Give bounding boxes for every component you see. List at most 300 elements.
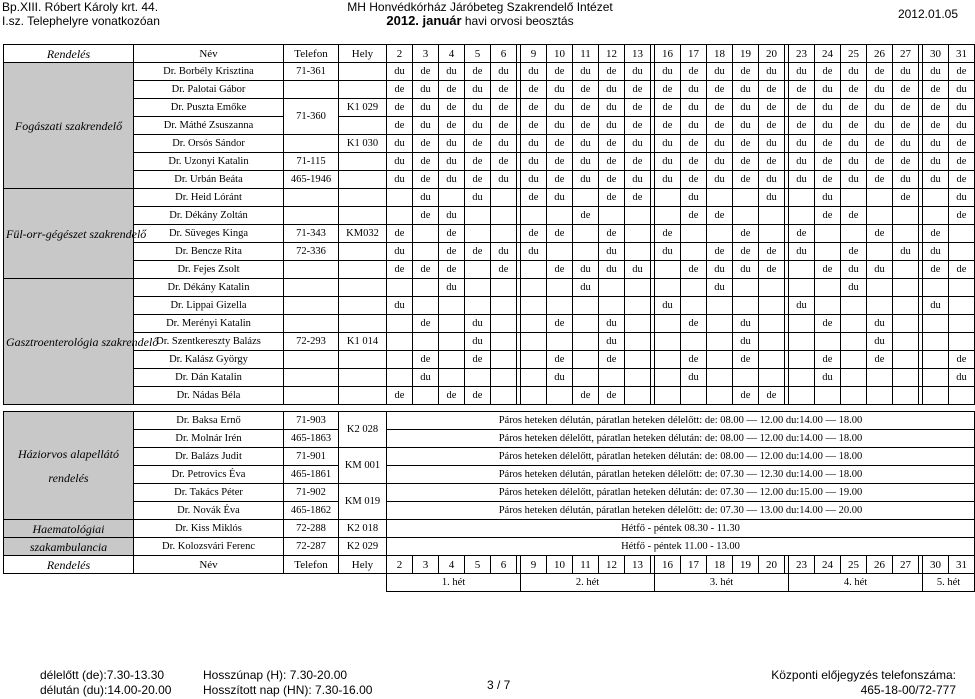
shift-cell: du	[599, 333, 625, 351]
shift-cell	[491, 315, 517, 333]
day-header: 26	[867, 45, 893, 63]
room-cell	[339, 315, 387, 333]
shift-cell	[789, 315, 815, 333]
shift-cell: du	[521, 243, 547, 261]
shift-cell: du	[439, 135, 465, 153]
shift-cell	[573, 189, 599, 207]
shift-cell	[387, 369, 413, 387]
shift-cell	[465, 279, 491, 297]
shift-cell	[413, 225, 439, 243]
doctor-name: Dr. Molnár Irén	[134, 430, 284, 448]
shift-cell: de	[759, 81, 785, 99]
shift-cell	[491, 189, 517, 207]
legend-morning: délelőtt (de):7.30-13.30	[40, 668, 165, 682]
shift-cell	[789, 189, 815, 207]
shift-cell: du	[547, 99, 573, 117]
shift-cell: du	[789, 63, 815, 81]
shift-cell: de	[867, 225, 893, 243]
shift-cell: du	[789, 153, 815, 171]
shift-cell: du	[573, 261, 599, 279]
shift-cell: de	[815, 171, 841, 189]
shift-cell	[733, 297, 759, 315]
shift-cell: du	[521, 153, 547, 171]
shift-cell	[387, 315, 413, 333]
shift-cell	[413, 243, 439, 261]
room-cell: K2 029	[339, 538, 387, 556]
shift-cell: de	[413, 351, 439, 369]
day-header: 20	[759, 45, 785, 63]
shift-cell: de	[413, 63, 439, 81]
day-header: 17	[681, 45, 707, 63]
day-header: 11	[573, 556, 599, 574]
shift-cell: de	[815, 207, 841, 225]
shift-cell	[789, 279, 815, 297]
shift-cell	[521, 279, 547, 297]
day-header: 18	[707, 45, 733, 63]
shift-cell: de	[707, 243, 733, 261]
shift-cell: de	[625, 117, 651, 135]
shift-cell	[867, 297, 893, 315]
central-booking-label: Központi előjegyzés telefonszáma:	[771, 668, 956, 682]
schedule-month: 2012. január	[386, 13, 462, 28]
day-header: 27	[893, 45, 919, 63]
gp-row	[4, 448, 975, 466]
shift-cell	[707, 369, 733, 387]
shift-cell	[491, 351, 517, 369]
shift-cell	[655, 207, 681, 225]
schedule-title-rest: havi orvosi beosztás	[461, 14, 574, 28]
phone-cell: 72-287	[284, 538, 339, 556]
shift-cell	[867, 189, 893, 207]
day-header: 26	[867, 556, 893, 574]
shift-cell	[923, 369, 949, 387]
room-cell	[339, 387, 387, 405]
day-header: 24	[815, 556, 841, 574]
shift-cell: de	[867, 171, 893, 189]
room-cell: K1 029	[339, 99, 387, 117]
shift-cell: du	[573, 153, 599, 171]
shift-cell	[573, 243, 599, 261]
shift-cell	[547, 297, 573, 315]
schedule-row	[4, 63, 975, 81]
doctor-name: Dr. Nádas Béla	[134, 387, 284, 405]
shift-cell: du	[387, 153, 413, 171]
room-cell: KM 019	[339, 484, 387, 520]
shift-cell: de	[733, 225, 759, 243]
day-header: 17	[681, 556, 707, 574]
shift-cell	[547, 207, 573, 225]
shift-cell: du	[387, 63, 413, 81]
shift-cell: du	[707, 279, 733, 297]
shift-cell: du	[789, 297, 815, 315]
day-header: 12	[599, 556, 625, 574]
shift-cell	[759, 333, 785, 351]
shift-cell: du	[655, 153, 681, 171]
shift-cell	[491, 297, 517, 315]
shift-cell	[439, 369, 465, 387]
day-header: 9	[521, 556, 547, 574]
shift-cell: de	[655, 117, 681, 135]
shift-cell: du	[491, 171, 517, 189]
shift-cell	[573, 351, 599, 369]
shift-cell	[547, 279, 573, 297]
hours-note: Páros heteken délelőtt, páratlan heteken délután: de: 08.00 — 12.00 du:14.00 — 18.00	[387, 448, 975, 466]
shift-cell: de	[547, 315, 573, 333]
shift-cell	[547, 243, 573, 261]
shift-cell: du	[815, 117, 841, 135]
shift-cell: de	[413, 135, 439, 153]
phone-cell: 72-293	[284, 333, 339, 351]
shift-cell: de	[655, 81, 681, 99]
schedule-row	[4, 81, 975, 99]
shift-cell: du	[893, 63, 919, 81]
shift-cell: de	[733, 387, 759, 405]
address-line: Bp.XIII. Róbert Károly krt. 44.	[2, 0, 159, 14]
shift-cell	[439, 297, 465, 315]
shift-cell: du	[439, 63, 465, 81]
shift-cell: du	[491, 135, 517, 153]
room-cell	[339, 171, 387, 189]
shift-cell: du	[387, 297, 413, 315]
schedule-row	[4, 207, 975, 225]
section-spacer	[4, 405, 975, 412]
shift-cell: de	[573, 99, 599, 117]
phone-cell	[284, 297, 339, 315]
shift-cell: de	[465, 387, 491, 405]
shift-cell: du	[413, 189, 439, 207]
doctor-name: Dr. Lippai Gizella	[134, 297, 284, 315]
shift-cell: du	[387, 171, 413, 189]
shift-cell	[841, 387, 867, 405]
doctor-name: Dr. Kalász György	[134, 351, 284, 369]
shift-cell	[655, 261, 681, 279]
shift-cell	[815, 387, 841, 405]
shift-cell	[465, 297, 491, 315]
shift-cell	[491, 369, 517, 387]
phone-cell: 71-903	[284, 412, 339, 430]
shift-cell: de	[867, 63, 893, 81]
shift-cell: de	[867, 351, 893, 369]
shift-cell: du	[707, 153, 733, 171]
shift-cell: du	[599, 243, 625, 261]
shift-cell	[625, 225, 651, 243]
shift-cell: du	[547, 189, 573, 207]
shift-cell	[547, 387, 573, 405]
hours-note: Páros heteken délelőtt, páratlan heteken délután: de: 08.00 — 12.00 du:14.00 — 18.00	[387, 430, 975, 448]
shift-cell: du	[733, 99, 759, 117]
shift-cell: de	[521, 189, 547, 207]
week-label: 4. hét	[789, 574, 923, 592]
shift-cell: de	[867, 153, 893, 171]
section-title: szakambulancia	[4, 538, 134, 556]
doctor-name: Dr. Urbán Beáta	[134, 171, 284, 189]
shift-cell: de	[733, 351, 759, 369]
room-cell	[339, 243, 387, 261]
section-title: Haematológiai	[4, 520, 134, 538]
shift-cell: de	[949, 153, 975, 171]
room-cell	[339, 153, 387, 171]
shift-cell: de	[491, 81, 517, 99]
gp-row	[4, 502, 975, 520]
shift-cell: de	[681, 351, 707, 369]
shift-cell	[681, 387, 707, 405]
shift-cell	[923, 351, 949, 369]
shift-cell	[521, 333, 547, 351]
shift-cell: de	[815, 261, 841, 279]
room-cell	[339, 189, 387, 207]
doctor-name: Dr. Merényi Katalin	[134, 315, 284, 333]
schedule-row	[4, 225, 975, 243]
phone-cell	[284, 279, 339, 297]
shift-cell	[893, 369, 919, 387]
phone-cell	[284, 81, 339, 99]
shift-cell: de	[547, 153, 573, 171]
shift-cell	[439, 333, 465, 351]
shift-cell	[655, 351, 681, 369]
room-cell: KM 001	[339, 448, 387, 484]
doctor-name: Dr. Takács Péter	[134, 484, 284, 502]
shift-cell: de	[521, 81, 547, 99]
day-header: 16	[655, 45, 681, 63]
shift-cell	[815, 297, 841, 315]
hours-note: Hétfő - péntek 08.30 - 11.30	[387, 520, 975, 538]
shift-cell	[949, 387, 975, 405]
shift-cell	[521, 369, 547, 387]
document-date: 2012.01.05	[897, 7, 958, 21]
shift-cell	[681, 333, 707, 351]
doctor-name: Dr. Baksa Ernő	[134, 412, 284, 430]
shift-cell	[573, 369, 599, 387]
shift-cell	[867, 369, 893, 387]
shift-cell: du	[491, 243, 517, 261]
shift-cell: du	[681, 117, 707, 135]
col-header-phone: Telefon	[284, 556, 339, 574]
schedule-row	[4, 171, 975, 189]
shift-cell	[439, 315, 465, 333]
shift-cell: de	[625, 189, 651, 207]
shift-cell: du	[949, 189, 975, 207]
shift-cell	[893, 333, 919, 351]
shift-cell: de	[439, 261, 465, 279]
hema-row	[4, 520, 975, 538]
shift-cell	[387, 189, 413, 207]
shift-cell: de	[465, 243, 491, 261]
shift-cell	[841, 333, 867, 351]
shift-cell: du	[521, 63, 547, 81]
day-header: 20	[759, 556, 785, 574]
shift-cell: de	[413, 261, 439, 279]
shift-cell	[733, 189, 759, 207]
shift-cell: de	[841, 117, 867, 135]
shift-cell	[893, 261, 919, 279]
doctor-name: Dr. Süveges Kinga	[134, 225, 284, 243]
shift-cell: du	[387, 135, 413, 153]
shift-cell	[625, 351, 651, 369]
shift-cell	[625, 243, 651, 261]
hours-note: Páros heteken délután, páratlan heteken délelőtt: de: 07.30 — 13.00 du:14.00 — 20.00	[387, 502, 975, 520]
room-cell	[339, 351, 387, 369]
shift-cell	[815, 225, 841, 243]
phone-cell: 71-360	[284, 99, 339, 135]
shift-cell: du	[759, 135, 785, 153]
shift-cell: de	[949, 261, 975, 279]
doctor-name: Dr. Dékány Zoltán	[134, 207, 284, 225]
phone-cell	[284, 369, 339, 387]
shift-cell: de	[599, 135, 625, 153]
schedule-row	[4, 135, 975, 153]
day-header: 6	[491, 45, 517, 63]
shift-cell: de	[681, 315, 707, 333]
doctor-name: Dr. Dán Katalin	[134, 369, 284, 387]
shift-cell: du	[733, 81, 759, 99]
shift-cell	[707, 189, 733, 207]
room-cell	[339, 117, 387, 135]
shift-cell: du	[573, 171, 599, 189]
col-header-room: Hely	[339, 45, 387, 63]
doctor-name: Dr. Dékány Katalin	[134, 279, 284, 297]
shift-cell: de	[573, 387, 599, 405]
legend-long-day: Hosszúnap (H): 7.30-20.00	[203, 668, 348, 682]
shift-cell: du	[465, 117, 491, 135]
shift-cell: de	[439, 117, 465, 135]
shift-cell: du	[599, 99, 625, 117]
shift-cell: du	[413, 81, 439, 99]
shift-cell	[599, 369, 625, 387]
gp-row	[4, 412, 975, 430]
shift-cell	[949, 297, 975, 315]
shift-cell: de	[573, 207, 599, 225]
shift-cell: du	[625, 135, 651, 153]
shift-cell: du	[439, 207, 465, 225]
shift-cell: du	[439, 171, 465, 189]
shift-cell	[573, 225, 599, 243]
day-header: 3	[413, 556, 439, 574]
shift-cell: de	[815, 135, 841, 153]
shift-cell	[893, 315, 919, 333]
shift-cell	[923, 333, 949, 351]
shift-cell: du	[867, 315, 893, 333]
shift-cell: de	[733, 243, 759, 261]
shift-cell: de	[707, 81, 733, 99]
shift-cell: du	[841, 135, 867, 153]
shift-cell: de	[681, 153, 707, 171]
shift-cell: de	[841, 207, 867, 225]
schedule-row	[4, 261, 975, 279]
day-header: 4	[439, 45, 465, 63]
shift-cell: du	[841, 279, 867, 297]
shift-cell: du	[625, 63, 651, 81]
room-cell	[339, 279, 387, 297]
room-cell	[339, 261, 387, 279]
schedule-row	[4, 243, 975, 261]
schedule-row	[4, 117, 975, 135]
day-header: 27	[893, 556, 919, 574]
shift-cell: de	[681, 63, 707, 81]
shift-cell: de	[439, 243, 465, 261]
doctor-name: Dr. Uzonyi Katalin	[134, 153, 284, 171]
document-title	[300, 0, 660, 28]
shift-cell: de	[625, 99, 651, 117]
shift-cell: de	[599, 387, 625, 405]
shift-cell	[465, 369, 491, 387]
shift-cell: de	[893, 81, 919, 99]
phone-cell	[284, 315, 339, 333]
shift-cell: de	[681, 261, 707, 279]
shift-cell: de	[867, 135, 893, 153]
day-header: 6	[491, 556, 517, 574]
shift-cell: de	[707, 207, 733, 225]
shift-cell: de	[521, 99, 547, 117]
shift-cell: du	[547, 81, 573, 99]
shift-cell: du	[655, 243, 681, 261]
shift-cell: du	[707, 261, 733, 279]
shift-cell	[893, 225, 919, 243]
shift-cell: du	[867, 261, 893, 279]
shift-cell	[789, 351, 815, 369]
shift-cell: du	[733, 333, 759, 351]
shift-cell: du	[465, 333, 491, 351]
shift-cell: du	[547, 369, 573, 387]
shift-cell	[759, 279, 785, 297]
shift-cell	[599, 297, 625, 315]
day-header: 10	[547, 45, 573, 63]
doctor-name: Dr. Kolozsvári Ferenc	[134, 538, 284, 556]
shift-cell: du	[759, 171, 785, 189]
shift-cell	[789, 261, 815, 279]
room-cell	[339, 207, 387, 225]
shift-cell: du	[789, 243, 815, 261]
shift-cell: de	[387, 81, 413, 99]
day-header: 11	[573, 45, 599, 63]
shift-cell	[815, 243, 841, 261]
legend-long-days	[203, 668, 372, 698]
shift-cell	[599, 279, 625, 297]
doctor-name: Dr. Palotai Gábor	[134, 81, 284, 99]
shift-cell	[707, 315, 733, 333]
room-cell: KM032	[339, 225, 387, 243]
section-title: Háziorvos alapellátó rendelés	[4, 412, 134, 520]
doctor-name: Dr. Petrovics Éva	[134, 466, 284, 484]
shift-cell: du	[707, 171, 733, 189]
phone-cell	[284, 351, 339, 369]
shift-cell: de	[491, 99, 517, 117]
shift-cell	[439, 189, 465, 207]
shift-cell: de	[573, 81, 599, 99]
shift-cell: du	[923, 153, 949, 171]
shift-cell: du	[733, 261, 759, 279]
shift-cell: du	[599, 315, 625, 333]
shift-cell: du	[465, 81, 491, 99]
shift-cell: de	[893, 117, 919, 135]
shift-cell: de	[815, 63, 841, 81]
schedule-row	[4, 369, 975, 387]
phone-cell	[284, 261, 339, 279]
shift-cell: de	[733, 135, 759, 153]
spacer-cell	[4, 405, 975, 412]
shift-cell	[759, 225, 785, 243]
shift-cell	[387, 279, 413, 297]
weeks-row-blank	[4, 574, 387, 592]
shift-cell: du	[521, 135, 547, 153]
room-cell: K2 018	[339, 520, 387, 538]
hours-note: Páros heteken délelőtt, páratlan heteken délután: de: 07.30 — 12.00 du:15.00 — 19.00	[387, 484, 975, 502]
shift-cell: de	[789, 81, 815, 99]
shift-cell: du	[815, 99, 841, 117]
header-row	[4, 556, 975, 574]
shift-cell: de	[655, 225, 681, 243]
shift-cell: du	[707, 135, 733, 153]
phone-cell: 71-115	[284, 153, 339, 171]
